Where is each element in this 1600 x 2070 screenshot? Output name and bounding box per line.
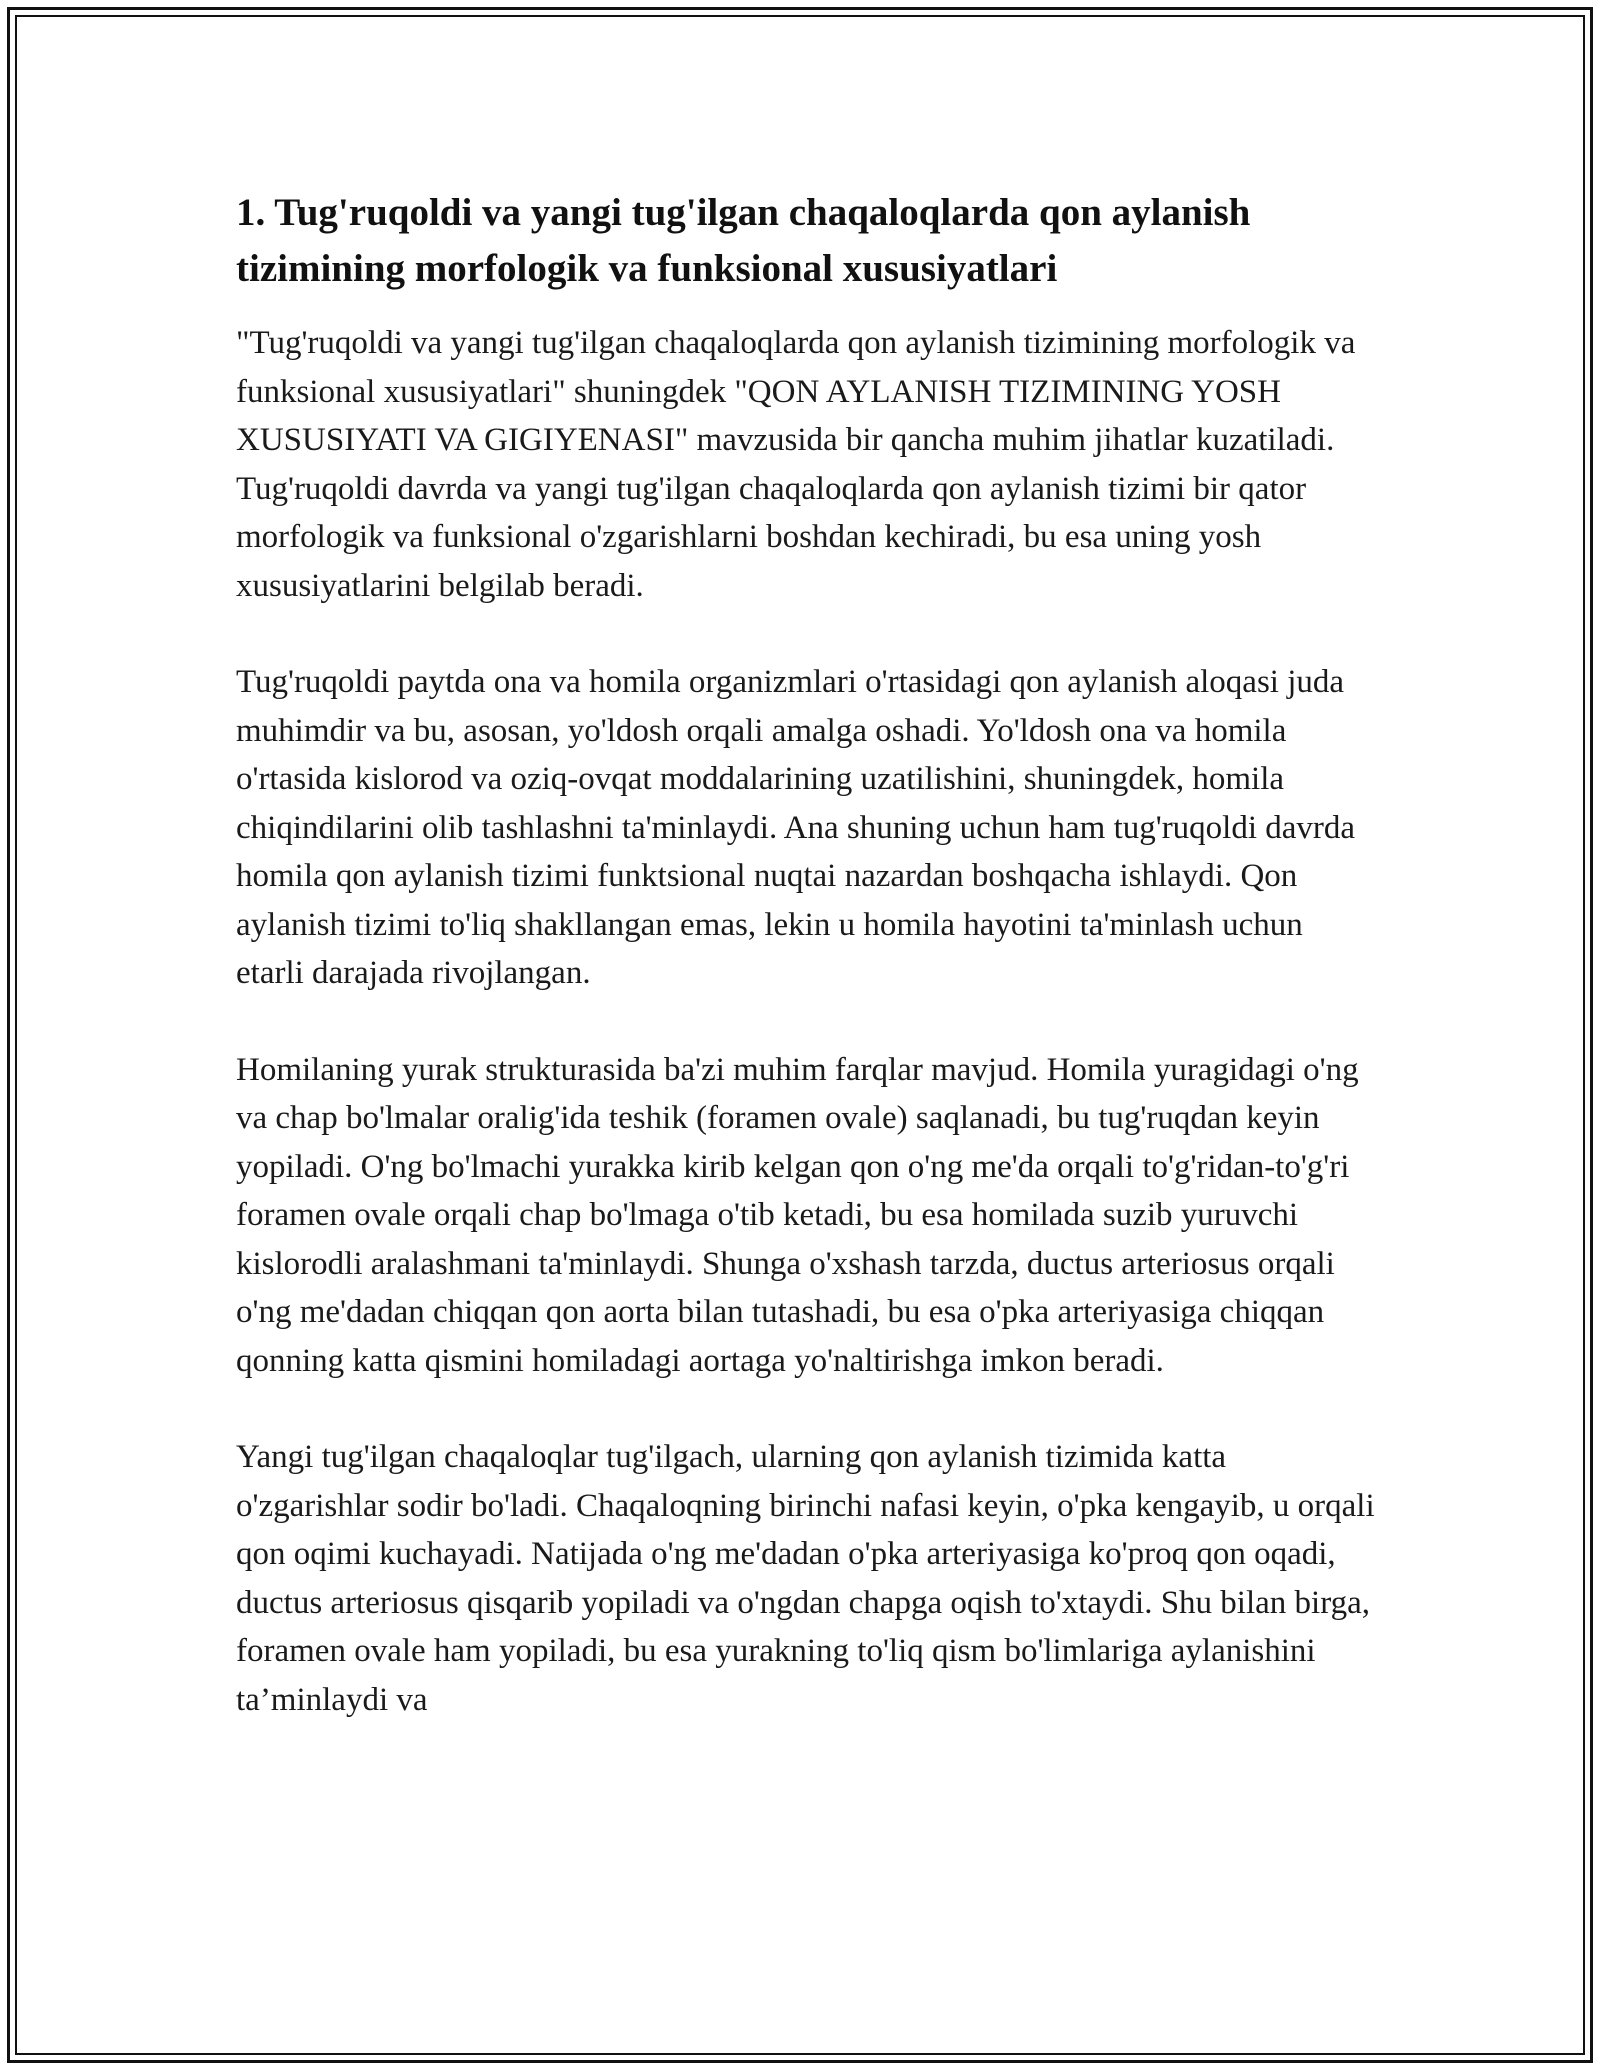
document-body [236, 185, 1376, 1772]
paragraph-newborn-changes: Yangi tug'ilgan chaqaloqlar tug'ilgach, ularning qon aylanish tizimida katta o'zgarishlar sodir bo'ladi. Chaqaloqning birinchi nafasi keyin, o'pka kengayib, u orqali qon oqimi kuchayadi. Natijada o'ng me'dadan o'pka arteriyasiga ko'proq qon oqadi, ductus arteriosus qisqarib yopiladi va o'ngdan chapga oqish to'xtaydi. Shu bilan birga, foramen ovale ham yopiladi, bu esa yurakning to'liq qism bo'limlariga aylanishini ta’minlaydi va [236, 1439, 1375, 1718]
paragraph-fetal-heart-structure: Homilaning yurak strukturasida ba'zi muhim farqlar mavjud. Homila yuragidagi o'ng va chap bo'lmalar oralig'ida teshik (foramen ovale) saqlanadi, bu tug'ruqdan keyin yopiladi. O'ng bo'lmachi yurakka kirib kelgan qon o'ng me'da orqali to'g'ridan-to'g'ri foramen ovale orqali chap bo'lmaga o'tib ketadi, bu esa homilada suzib yuruvchi kislorodli aralashmani ta'minlaydi. Shunga o'xshash tarzda, ductus arteriosus orqali o'ng me'dadan chiqqan qon aorta bilan tutashadi, bu esa o'pka arteriyasiga chiqqan qonning katta qismini homiladagi aortaga yo'naltirishga imkon beradi. [236, 1051, 1359, 1379]
paragraph-prenatal-circulation: Tug'ruqoldi paytda ona va homila organizmlari o'rtasidagi qon aylanish aloqasi juda muhimdir va bu, asosan, yo'ldosh orqali amalga oshadi. Yo'ldosh ona va homila o'rtasida kislorod va oziq-ovqat moddalarining uzatilishini, shuningdek, homila chiqindilarini olib tashlashni ta'minlaydi. Ana shuning uchun ham tug'ruqoldi davrda homila qon aylanish tizimi funktsional nuqtai nazardan boshqacha ishlaydi. Qon aylanish tizimi to'liq shakllangan emas, lekin u homila hayotini ta'minlash uchun etarli darajada rivojlangan. [236, 664, 1356, 991]
paragraph-intro: "Tug'ruqoldi va yangi tug'ilgan chaqaloqlarda qon aylanish tizimining morfologik va funksional xususiyatlari" shuningdek "QON AYLANISH TIZIMINING YOSH XUSUSIYATI VA GIGIYENASI" mavzusida bir qancha muhim jihatlar kuzatiladi. Tug'ruqoldi davrda va yangi tug'ilgan chaqaloqlarda qon aylanish tizimi bir qator morfologik va funksional o'zgarishlarni boshdan kechiradi, bu esa uning yosh xususiyatlarini belgilab beradi. [236, 325, 1356, 604]
section-heading: 1. Tug'ruqoldi va yangi tug'ilgan chaqaloqlarda qon aylanish tizimining morfologik va funksional xususiyatlari [236, 191, 1251, 290]
